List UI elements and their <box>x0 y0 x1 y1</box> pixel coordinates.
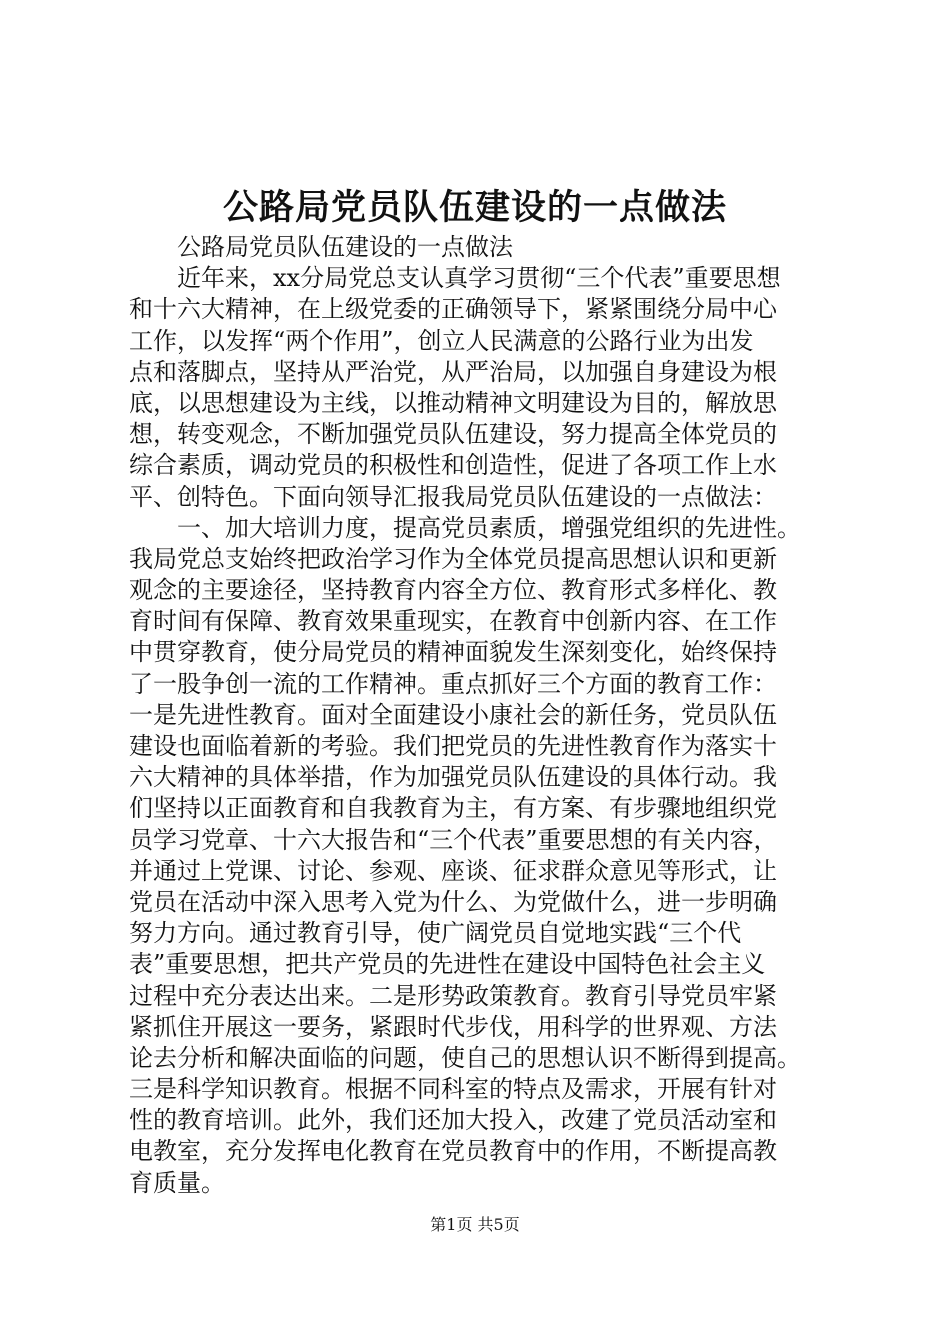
body-line: 育时间有保障、教育效果重现实，在教育中创新内容、在工作 <box>129 607 777 636</box>
body-line: 近年来，xx分局党总支认真学习贯彻“三个代表”重要思想 <box>129 264 781 293</box>
body-line: 表”重要思想，把共产党员的先进性在建设中国特色社会主义 <box>129 950 766 979</box>
body-line: 公路局党员队伍建设的一点做法 <box>129 233 513 261</box>
body-line: 平、创特色。下面向领导汇报我局党员队伍建设的一点做法： <box>129 482 777 511</box>
body-line: 了一股争创一流的工作精神。重点抓好三个方面的教育工作： <box>129 669 777 698</box>
body-line: 工作，以发挥“两个作用”，创立人民满意的公路行业为出发 <box>129 326 754 355</box>
body-line: 底，以思想建设为主线，以推动精神文明建设为目的，解放思 <box>129 388 777 417</box>
body-line: 电教室，充分发挥电化教育在党员教育中的作用，不断提高教 <box>129 1137 777 1166</box>
body-line: 观念的主要途径，坚持教育内容全方位、教育形式多样化、教 <box>129 576 777 605</box>
body-line: 综合素质，调动党员的积极性和创造性，促进了各项工作上水 <box>129 451 777 480</box>
body-line: 育质量。 <box>129 1168 225 1197</box>
body-line: 中贯穿教育，使分局党员的精神面貌发生深刻变化，始终保持 <box>129 638 777 667</box>
body-line: 六大精神的具体举措，作为加强党员队伍建设的具体行动。我 <box>129 763 777 792</box>
body-line: 并通过上党课、讨论、参观、座谈、征求群众意见等形式，让 <box>129 856 777 885</box>
page-indicator: 第1页 共5页 <box>430 1215 520 1234</box>
page-footer <box>0 1214 950 1236</box>
body-line: 过程中充分表达出来。二是形势政策教育。教育引导党员牢紧 <box>129 981 777 1010</box>
body-line: 我局党总支始终把政治学习作为全体党员提高思想认识和更新 <box>129 544 777 573</box>
body-line: 点和落脚点，坚持从严治党，从严治局，以加强自身建设为根 <box>129 357 777 386</box>
body-line: 论去分析和解决面临的问题，使自己的思想认识不断得到提高。 <box>129 1043 801 1072</box>
document-body <box>129 232 829 1199</box>
body-line: 努力方向。通过教育引导，使广阔党员自觉地实践“三个代 <box>129 919 742 948</box>
body-line: 一是先进性教育。面对全面建设小康社会的新任务，党员队伍 <box>129 700 777 729</box>
body-line: 想，转变观念，不断加强党员队伍建设，努力提高全体党员的 <box>129 420 777 449</box>
body-line: 一、加大培训力度，提高党员素质，增强党组织的先进性。 <box>129 513 801 542</box>
body-line: 和十六大精神，在上级党委的正确领导下，紧紧围绕分局中心 <box>129 295 777 324</box>
body-line: 党员在活动中深入思考入党为什么、为党做什么，进一步明确 <box>129 887 777 916</box>
body-line: 建设也面临着新的考验。我们把党员的先进性教育作为落实十 <box>129 732 777 760</box>
body-line: 性的教育培训。此外，我们还加大投入，改建了党员活动室和 <box>129 1106 777 1135</box>
body-line: 员学习党章、十六大报告和“三个代表”重要思想的有关内容， <box>129 825 778 854</box>
body-line: 紧抓住开展这一要务，紧跟时代步伐，用科学的世界观、方法 <box>129 1012 777 1041</box>
body-line: 们坚持以正面教育和自我教育为主，有方案、有步骤地组织党 <box>129 794 777 823</box>
body-line: 三是科学知识教育。根据不同科室的特点及需求，开展有针对 <box>129 1075 777 1104</box>
document-title: 公路局党员队伍建设的一点做法 <box>222 187 727 228</box>
